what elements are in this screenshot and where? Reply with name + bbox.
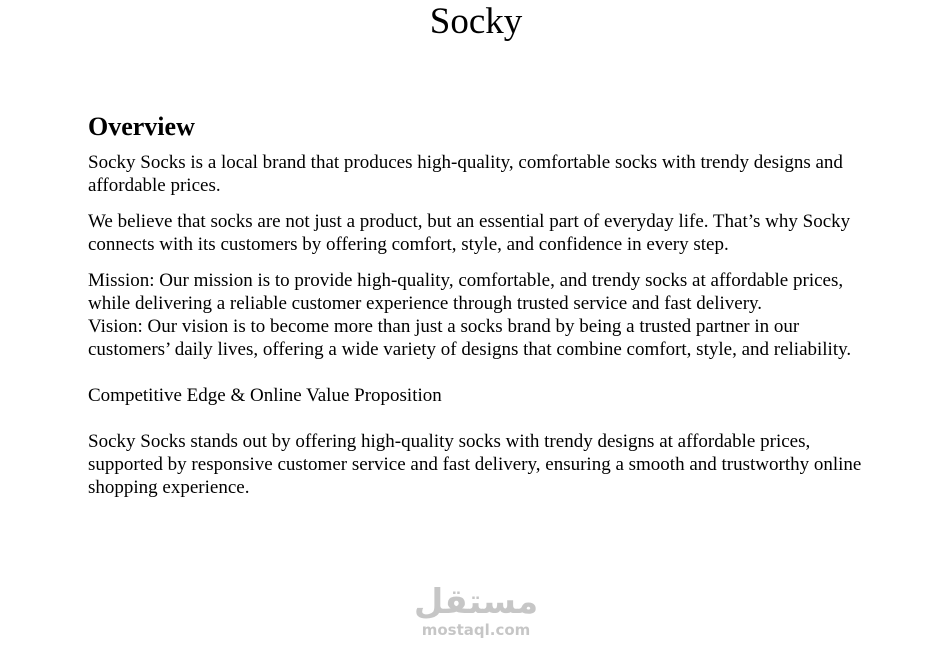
belief-paragraph: We believe that socks are not just a product, but an essential part of everyday life. That’s why Socky connects with its customers by offering comfort, style, and confidence in every step.: [88, 211, 851, 255]
competitive-edge-heading: Competitive Edge & Online Value Proposition: [88, 385, 442, 406]
mostaql-watermark: [0, 582, 952, 638]
watermark-latin-text: mostaql.com: [421, 621, 531, 639]
document-body: [88, 112, 868, 499]
document-title: Socky: [429, 1, 523, 42]
section-heading-overview: Overview: [88, 112, 195, 141]
mission-paragraph: Mission: Our mission is to provide high-quality, comfortable, and trendy socks at affordable prices, while delivering a reliable customer experience through trusted service and fast delivery.: [88, 270, 844, 314]
intro-paragraph: Socky Socks is a local brand that produces high-quality, comfortable socks with trendy designs and affordable prices.: [88, 152, 843, 196]
watermark-arabic-text: مستقل: [413, 582, 539, 622]
vision-paragraph: Vision: Our vision is to become more than just a socks brand by being a trusted partner in our customers’ daily lives, offering a wide variety of designs that combine comfort, style, and reliability.: [88, 316, 852, 360]
competitive-edge-paragraph: Socky Socks stands out by offering high-quality socks with trendy designs at affordable prices, supported by responsive customer service and fast delivery, ensuring a smooth and trustworthy online shopping experience.: [88, 431, 862, 498]
